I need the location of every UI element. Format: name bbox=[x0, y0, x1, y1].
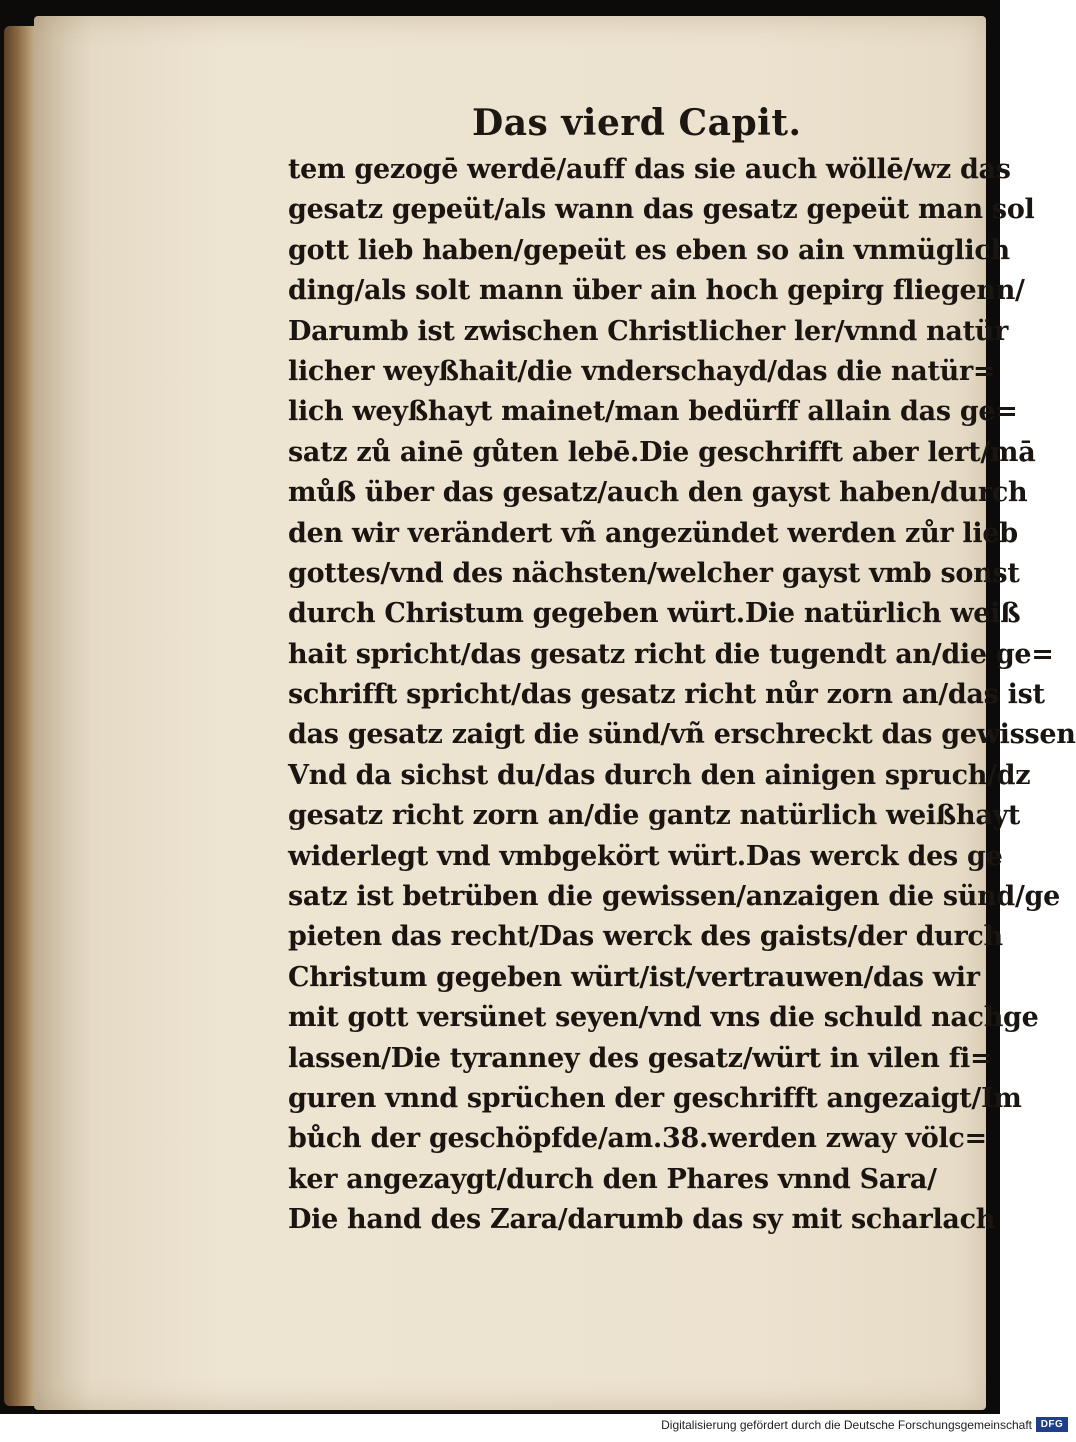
body-text bbox=[288, 150, 1076, 1236]
text-line: gesatz gepeüt/als wann das gesatz gepeüt man sol bbox=[288, 194, 1035, 226]
text-line: durch Christum gegeben würt.Die natürlich weiß bbox=[288, 598, 1021, 630]
text-line: Vnd da sichst du/das durch den ainigen spruch/dz bbox=[288, 759, 1031, 791]
text-line: satz ist betrüben die gewissen/anzaigen die sünd/ge bbox=[288, 881, 1061, 913]
text-line: můß über das gesatz/auch den gayst haben/durch bbox=[288, 477, 1028, 509]
dfg-logo: DFG bbox=[1036, 1417, 1068, 1432]
text-line: lich weyßhayt mainet/man bedürff allain das ge= bbox=[288, 396, 1018, 428]
text-line: ker angezaygt/durch den Phares vnnd Sara/ bbox=[288, 1163, 937, 1195]
text-line: hait spricht/das gesatz richt die tugendt an/die ge= bbox=[288, 638, 1054, 670]
digitization-credit: Digitalisierung gefördert durch die Deutsche Forschungsgemeinschaft bbox=[661, 1418, 1032, 1432]
text-line: guren vnnd sprüchen der geschrifft angezaigt/Im bbox=[288, 1082, 1022, 1114]
text-line: schrifft spricht/das gesatz richt nůr zorn an/das ist bbox=[288, 679, 1045, 711]
text-line: Die hand des Zara/darumb das sy mit scharlach bbox=[288, 1204, 996, 1236]
text-line: mit gott versünet seyen/vnd vns die schuld nachge bbox=[288, 1002, 1039, 1034]
running-head: Das vierd Capit. bbox=[472, 102, 802, 144]
text-line: den wir verändert vñ angezündet werden zůr lieb bbox=[288, 517, 1018, 549]
text-line: gesatz richt zorn an/die gantz natürlich weißhayt bbox=[288, 800, 1021, 832]
text-line: Darumb ist zwischen Christlicher ler/vnnd natür bbox=[288, 315, 1009, 347]
text-line: lassen/Die tyranney des gesatz/würt in vilen fi= bbox=[288, 1042, 993, 1074]
text-line: tem gezogē werdē/auff das sie auch wöllē/wz das bbox=[288, 154, 1011, 185]
text-line: licher weyßhait/die vnderschayd/das die natür= bbox=[288, 355, 996, 387]
text-line: bůch der geschöpfde/am.38.werden zway völc= bbox=[288, 1123, 987, 1155]
text-line: gottes/vnd des nächsten/welcher gayst vmb sonst bbox=[288, 557, 1020, 589]
text-line: widerlegt vnd vmbgekört würt.Das werck des ge bbox=[288, 840, 1003, 872]
text-line: das gesatz zaigt die sünd/vñ erschreckt das gewissen bbox=[288, 719, 1076, 751]
text-line: ding/als solt mann über ain hoch gepirg fliegenn/ bbox=[288, 275, 1025, 307]
text-line: Christum gegeben würt/ist/vertrauwen/das wir bbox=[288, 961, 980, 993]
text-line: satz zů ainē gůten lebē.Die geschrifft aber lert/mā bbox=[288, 436, 1036, 468]
text-line: pieten das recht/Das werck des gaists/der durch bbox=[288, 921, 1003, 953]
text-line: gott lieb haben/gepeüt es eben so ain vnmüglich bbox=[288, 234, 1010, 266]
